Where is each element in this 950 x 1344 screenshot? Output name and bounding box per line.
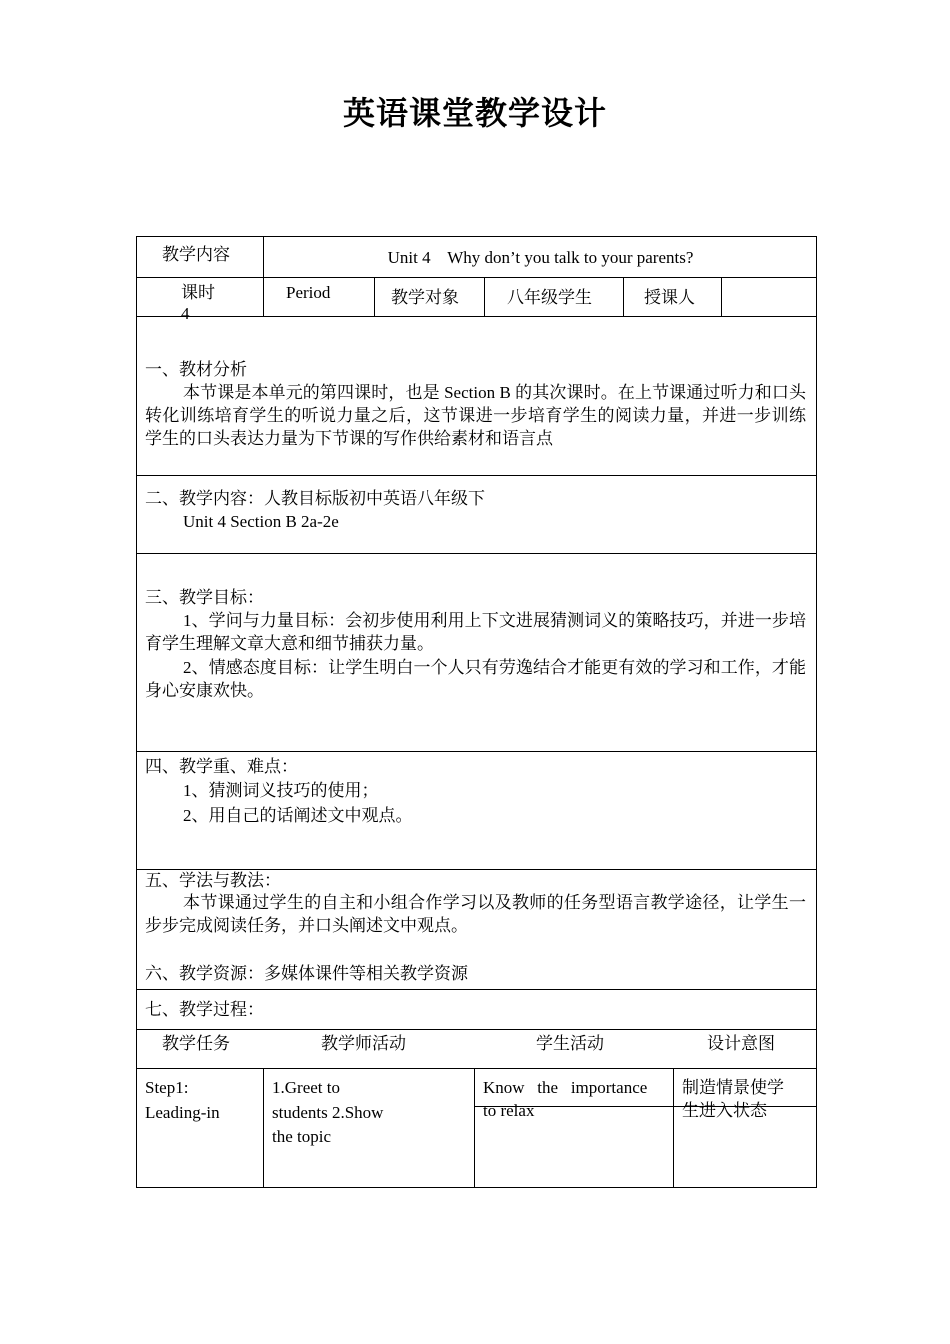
row-divider [136,277,817,278]
header-design-intent: 设计意图 [707,1034,775,1053]
period-word: Period [286,283,331,302]
teacher-activity: 1.Greet to [272,1078,340,1097]
column-divider [484,277,485,316]
column-divider [474,1068,475,1188]
student-activity: to relax [483,1101,535,1120]
column-divider [721,277,722,316]
header-teacher-activity: 教学师活动 [321,1034,406,1053]
keypoint-2: 2、用自己的话阐述文中观点。 [183,806,413,825]
header-task: 教学任务 [162,1034,230,1053]
content-label: 教学内容 [162,245,230,264]
goal-1: 1、学问与力量目标：会初步使用利用上下文进展猜测词义的策略技巧，并进一步培育学生理解文章大意和细节捕获力量。 [145,611,806,653]
target-label: 教学对象 [391,288,459,307]
goals-title: 三、教学目标： [145,588,264,607]
content-line2: Unit 4 Section B 2a-2e [183,512,339,531]
goal-2: 2、情感态度目标：让学生明白一个人只有劳逸结合才能更有效的学习和工作，才能身心安康欢快。 [145,658,806,700]
content-value: Unit 4 Why don’t you talk to your parents? [387,248,694,267]
period-label: 课时 [181,283,215,302]
step-task: Step1: [145,1078,189,1097]
column-divider [263,1068,264,1188]
row-divider [136,751,817,752]
period-number: 4 [181,304,190,323]
design-intent: 生进入状态 [682,1101,767,1120]
resources-text: 六、教学资源：多媒体课件等相关教学资源 [145,964,468,983]
teacher-label: 授课人 [644,288,695,307]
methods-title: 五、学法与教法： [145,871,281,890]
row-divider [136,989,817,990]
row-divider [136,475,817,476]
target-value: 八年级学生 [507,288,592,307]
teacher-activity: the topic [272,1127,332,1146]
row-divider [136,553,817,554]
methods-text: 本节课通过学生的自主和小组合作学习以及教师的任务型语言教学途径，让学生一步步完成阅读任务，并口头阐述文中观点。 [145,893,806,935]
keypoints-title: 四、教学重、难点： [145,757,298,776]
keypoint-1: 1、猜测词义技巧的使用； [183,781,379,800]
step-task: Leading-in [145,1103,220,1122]
header-student-activity: 学生活动 [536,1034,604,1053]
process-title: 七、教学过程： [145,1000,264,1019]
row-divider [136,1029,817,1030]
design-intent: 制造情景使学 [682,1078,784,1097]
row-divider [136,1068,817,1069]
row-divider [136,316,817,317]
column-divider [374,277,375,316]
teacher-activity: students 2.Show [272,1103,384,1122]
column-divider [673,1068,674,1188]
content-title: 二、教学内容：人教目标版初中英语八年级下 [145,489,485,508]
document-title: 英语课堂教学设计 [342,95,607,131]
analysis-title: 一、教材分析 [145,360,247,379]
student-activity: Know the importance [483,1078,648,1097]
column-divider [623,277,624,316]
analysis-text: 本节课是本单元的第四课时，也是 Section B 的其次课时。在上节课通过听力和口头转化训练培育学生的听说力量之后，这节课进一步培育学生的阅读力量，并进一步训练学生的口头表达力量为下节课的写作供给素材和语言点 [145,383,806,448]
